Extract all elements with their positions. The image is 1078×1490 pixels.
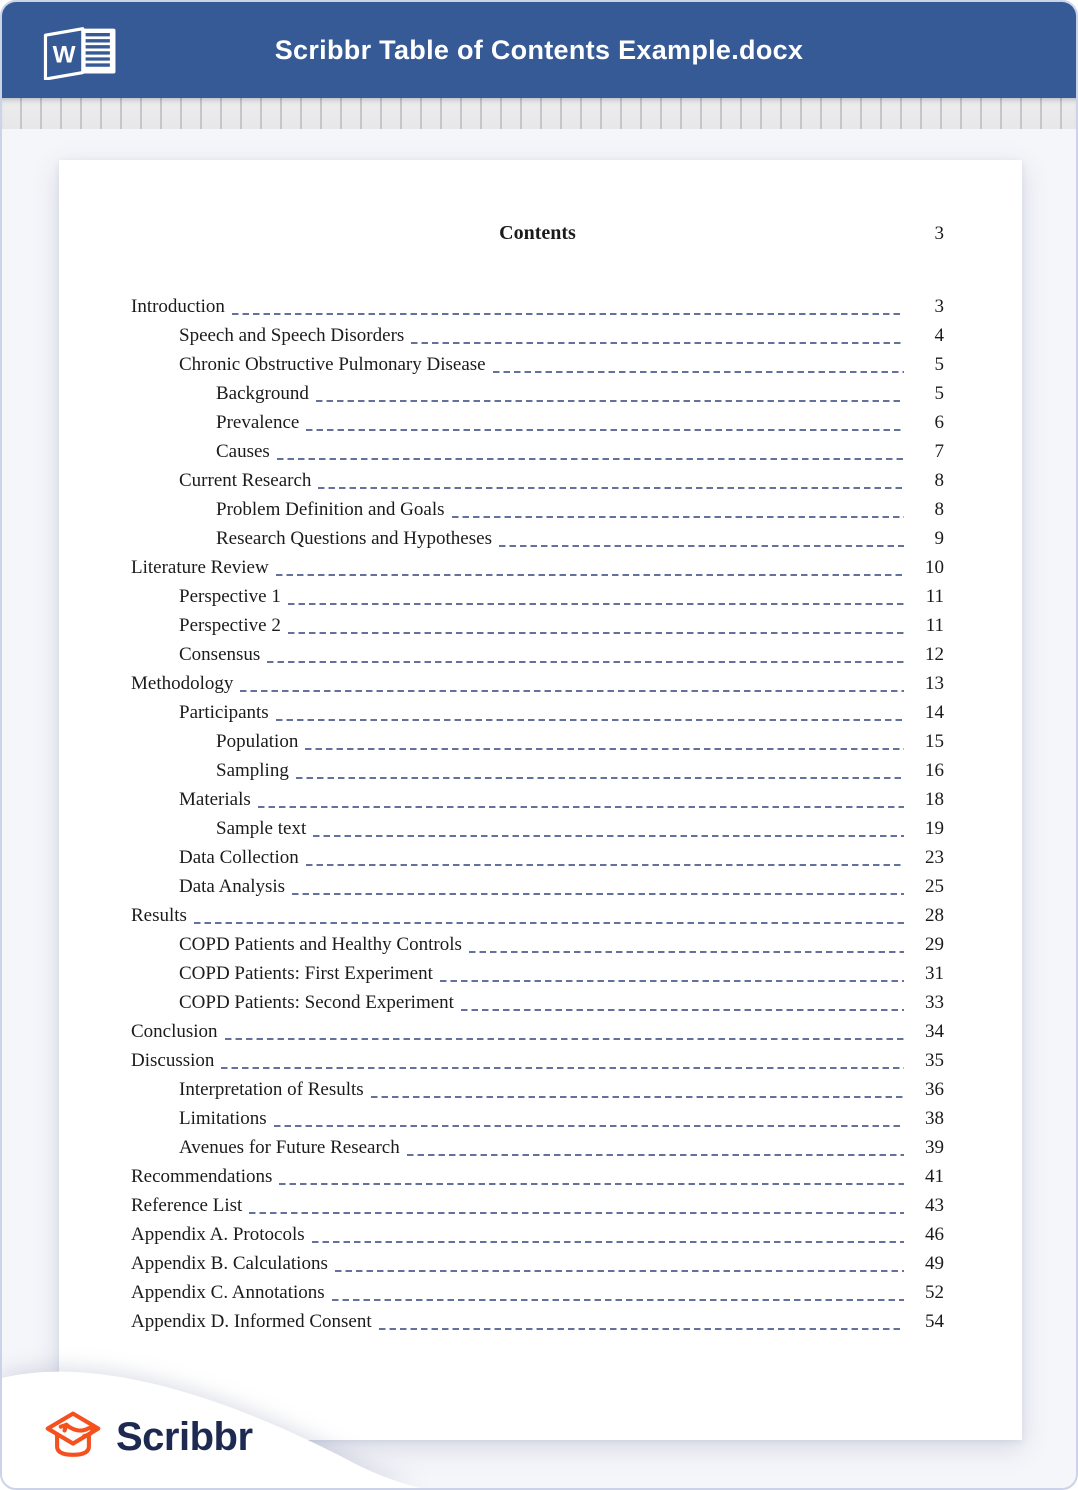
dotted-leader	[279, 1183, 904, 1185]
toc-entry-page-number: 19	[925, 818, 944, 839]
dotted-leader	[288, 603, 904, 605]
ruler-strip	[2, 98, 1076, 129]
dotted-leader	[292, 893, 904, 895]
toc-entry-page-number: 52	[925, 1282, 944, 1303]
toc-entry[interactable]	[131, 901, 944, 930]
dotted-leader	[316, 400, 904, 402]
dotted-leader	[335, 1270, 904, 1272]
toc-entry-page-number: 49	[925, 1253, 944, 1274]
toc-entry-label: Appendix D. Informed Consent	[131, 1311, 372, 1332]
dotted-leader	[313, 835, 904, 837]
toc-entry-label: Appendix C. Annotations	[131, 1282, 325, 1303]
toc-entry-label: COPD Patients: First Experiment	[179, 963, 433, 984]
dotted-leader	[332, 1299, 904, 1301]
toc-entry-page-number: 12	[925, 644, 944, 665]
dotted-leader	[461, 1009, 904, 1011]
dotted-leader	[276, 574, 904, 576]
dotted-leader	[411, 342, 904, 344]
toc-entry-label: Literature Review	[131, 557, 269, 578]
dotted-leader	[379, 1328, 904, 1330]
toc-entry[interactable]	[131, 524, 944, 553]
toc-entry-page-number: 28	[925, 905, 944, 926]
graduation-cap-icon	[44, 1410, 102, 1464]
toc-entry[interactable]	[131, 495, 944, 524]
toc-entry-page-number: 4	[934, 325, 944, 346]
toc-entry-page-number: 5	[934, 383, 944, 404]
dotted-leader	[258, 806, 904, 808]
toc-entry-label: Participants	[179, 702, 269, 723]
dotted-leader	[306, 864, 904, 866]
dotted-leader	[249, 1212, 904, 1214]
toc-entry-label: Data Collection	[179, 847, 299, 868]
dotted-leader	[499, 545, 904, 547]
dotted-leader	[469, 951, 904, 953]
toc-header	[131, 222, 944, 248]
toc-entry[interactable]	[131, 1249, 944, 1278]
toc-entry[interactable]	[131, 1017, 944, 1046]
toc-entry[interactable]	[131, 1104, 944, 1133]
toc-entry-page-number: 9	[934, 528, 944, 549]
toc-entry-label: Research Questions and Hypotheses	[216, 528, 492, 549]
dotted-leader	[267, 661, 904, 663]
dotted-leader	[407, 1154, 904, 1156]
toc-entry[interactable]	[131, 321, 944, 350]
dotted-leader	[288, 632, 904, 634]
toc-entry-label: Results	[131, 905, 187, 926]
toc-entry-label: COPD Patients and Healthy Controls	[179, 934, 462, 955]
toc-entry-page-number: 14	[925, 702, 944, 723]
toc-entry[interactable]	[131, 1075, 944, 1104]
toc-entry[interactable]	[131, 408, 944, 437]
toc-entry-label: Introduction	[131, 296, 225, 317]
toc-entry-page-number: 15	[925, 731, 944, 752]
toc-entry-label: Avenues for Future Research	[179, 1137, 400, 1158]
dotted-leader	[371, 1096, 904, 1098]
svg-text:W: W	[52, 41, 76, 69]
toc-entry-label: Sample text	[216, 818, 307, 839]
toc-entry[interactable]	[131, 379, 944, 408]
toc-entry[interactable]	[131, 669, 944, 698]
dotted-leader	[312, 1241, 904, 1243]
toc-entry[interactable]	[131, 1046, 944, 1075]
toc-entry[interactable]	[131, 988, 944, 1017]
toc-entry-page-number: 10	[925, 557, 944, 578]
dotted-leader	[493, 371, 904, 373]
toc-entry-label: Speech and Speech Disorders	[179, 325, 405, 346]
dotted-leader	[452, 516, 905, 518]
dotted-leader	[305, 748, 904, 750]
toc-entry-label: Current Research	[179, 470, 312, 491]
toc-entry-page-number: 35	[925, 1050, 944, 1071]
toc-entry-label: Limitations	[179, 1108, 267, 1129]
toc-entry-page-number: 43	[925, 1195, 944, 1216]
toc-list	[131, 292, 944, 1336]
toc-entry-page-number: 36	[925, 1079, 944, 1100]
toc-entry-page-number: 54	[925, 1311, 944, 1332]
dotted-leader	[318, 487, 904, 489]
toc-entry-label: Sampling	[216, 760, 289, 781]
toc-entry[interactable]	[131, 756, 944, 785]
document-page	[59, 160, 1022, 1440]
toc-entry[interactable]	[131, 292, 944, 321]
toc-entry[interactable]	[131, 582, 944, 611]
toc-entry-label: Discussion	[131, 1050, 215, 1071]
toc-entry-page-number: 46	[925, 1224, 944, 1245]
toc-entry-label: Consensus	[179, 644, 261, 665]
toc-entry[interactable]	[131, 1220, 944, 1249]
toc-entry[interactable]	[131, 553, 944, 582]
toc-entry-label: Reference List	[131, 1195, 243, 1216]
toc-entry[interactable]	[131, 350, 944, 379]
toc-entry-page-number: 25	[925, 876, 944, 897]
toc-entry-page-number: 6	[934, 412, 944, 433]
dotted-leader	[194, 922, 904, 924]
toc-entry-label: Recommendations	[131, 1166, 273, 1187]
dotted-leader	[221, 1067, 904, 1069]
toc-entry-page-number: 39	[925, 1137, 944, 1158]
toc-entry-label: Appendix A. Protocols	[131, 1224, 305, 1245]
toc-entry[interactable]	[131, 1307, 944, 1336]
toc-entry-label: Prevalence	[216, 412, 300, 433]
toc-entry-label: Data Analysis	[179, 876, 286, 897]
toc-entry[interactable]	[131, 1191, 944, 1220]
toc-entry-label: Chronic Obstructive Pulmonary Disease	[179, 354, 486, 375]
toc-entry-page-number: 8	[934, 470, 944, 491]
toc-entry[interactable]	[131, 785, 944, 814]
dotted-leader	[240, 690, 904, 692]
dotted-leader	[274, 1125, 904, 1127]
dotted-leader	[232, 313, 904, 315]
toc-entry[interactable]	[131, 814, 944, 843]
toc-entry-page-number: 7	[934, 441, 944, 462]
scribbr-logo[interactable]	[44, 1410, 253, 1464]
toc-entry[interactable]	[131, 727, 944, 756]
dotted-leader	[306, 429, 904, 431]
toc-entry-page-number: 18	[925, 789, 944, 810]
toc-entry[interactable]	[131, 959, 944, 988]
toc-entry-page-number: 29	[925, 934, 944, 955]
toc-entry-page-number: 5	[934, 354, 944, 375]
toc-title: Contents	[499, 222, 576, 244]
toc-entry[interactable]	[131, 437, 944, 466]
toc-entry-page-number: 11	[925, 586, 944, 607]
toc-entry[interactable]	[131, 872, 944, 901]
dotted-leader	[296, 777, 904, 779]
toc-entry-page-number: 31	[925, 963, 944, 984]
dotted-leader	[225, 1038, 904, 1040]
scribbr-wordmark: Scribbr	[116, 1414, 253, 1459]
toc-entry-page-number: 16	[925, 760, 944, 781]
toc-entry-label: Methodology	[131, 673, 234, 694]
toc-entry-label: Perspective 1	[179, 586, 281, 607]
toc-entry-page-number: 23	[925, 847, 944, 868]
toc-entry-page-number: 8	[934, 499, 944, 520]
toc-entry-page-number: 41	[925, 1166, 944, 1187]
toc-entry-label: Conclusion	[131, 1021, 218, 1042]
toc-entry-page-number: 13	[925, 673, 944, 694]
toc-entry-label: Causes	[216, 441, 270, 462]
toc-entry-label: Interpretation of Results	[179, 1079, 364, 1100]
toc-entry-label: Appendix B. Calculations	[131, 1253, 328, 1274]
dotted-leader	[276, 719, 904, 721]
toc-entry-page-number: 3	[934, 296, 944, 317]
toc-entry[interactable]	[131, 1278, 944, 1307]
window-title-bar	[2, 2, 1076, 98]
window-title: Scribbr Table of Contents Example.docx	[274, 34, 804, 65]
toc-entry[interactable]	[131, 640, 944, 669]
toc-entry[interactable]	[131, 611, 944, 640]
toc-entry[interactable]	[131, 1162, 944, 1191]
toc-entry-page-number: 11	[925, 615, 944, 636]
toc-entry-label: Problem Definition and Goals	[216, 499, 445, 520]
toc-entry-label: Population	[216, 731, 299, 752]
toc-entry-page-number: 33	[925, 992, 944, 1013]
toc-entry-page-number: 34	[925, 1021, 944, 1042]
toc-entry-page-number: 38	[925, 1108, 944, 1129]
toc-entry[interactable]	[131, 843, 944, 872]
toc-entry[interactable]	[131, 1133, 944, 1162]
toc-title-page-number: 3	[934, 223, 944, 244]
toc-entry[interactable]	[131, 466, 944, 495]
toc-entry-label: Perspective 2	[179, 615, 281, 636]
toc-entry[interactable]	[131, 698, 944, 727]
word-document-icon	[38, 24, 122, 80]
toc-entry[interactable]	[131, 930, 944, 959]
dotted-leader	[440, 980, 904, 982]
toc-entry-label: COPD Patients: Second Experiment	[179, 992, 454, 1013]
toc-entry-label: Materials	[179, 789, 251, 810]
toc-entry-label: Background	[216, 383, 309, 404]
dotted-leader	[277, 458, 904, 460]
